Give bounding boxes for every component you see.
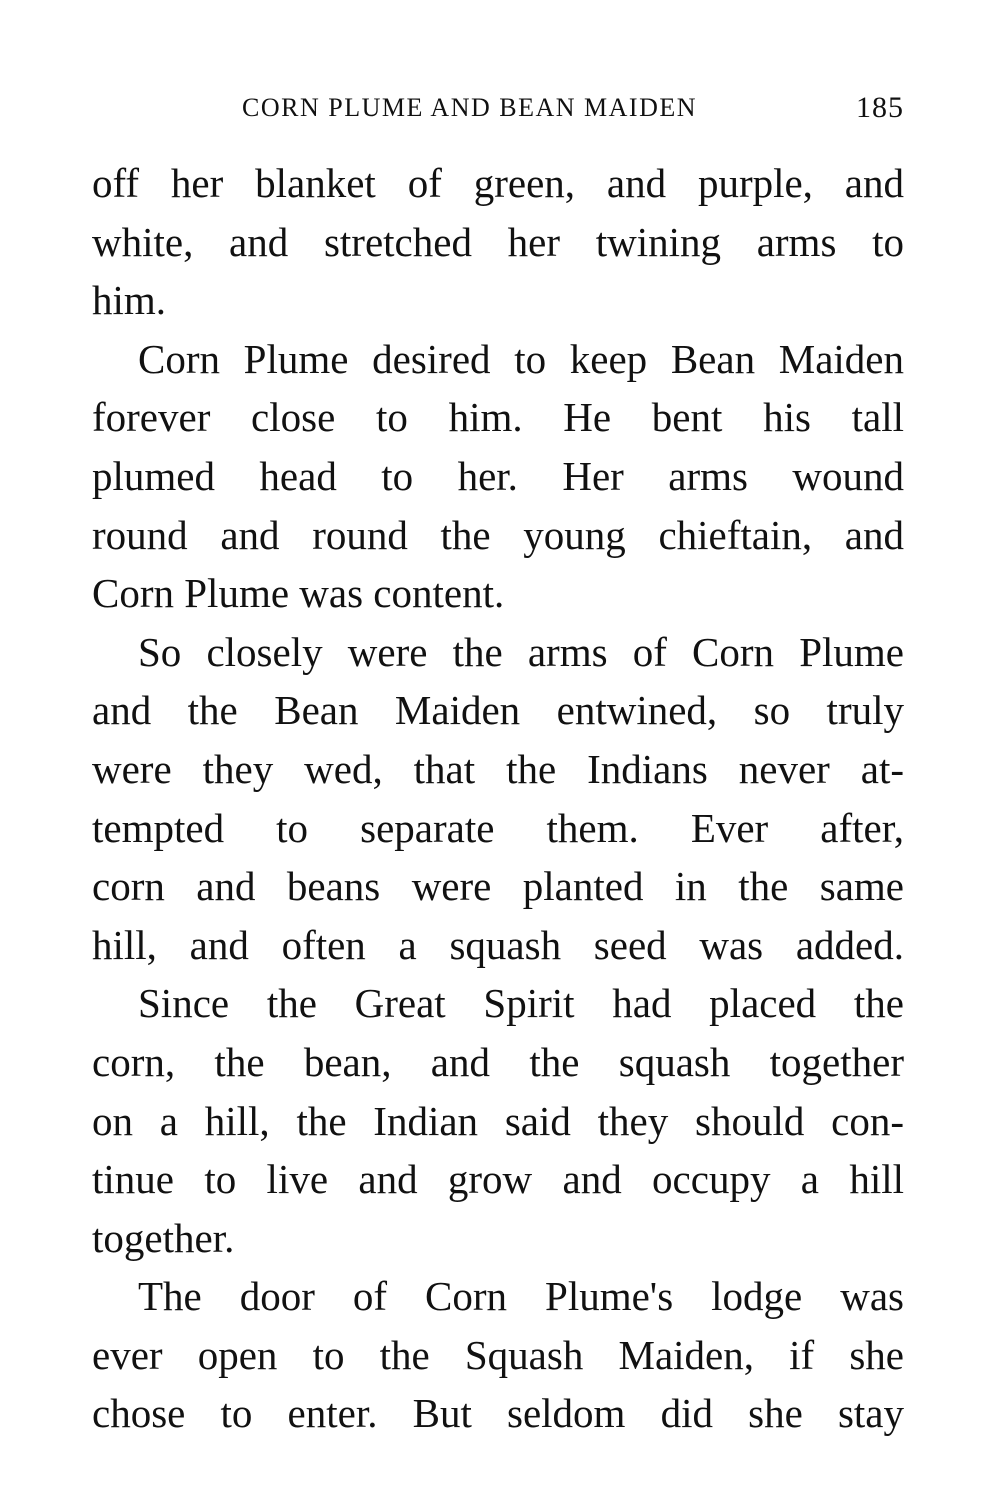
text-line: round and round the young chieftain, and <box>92 511 904 558</box>
text-line: ever open to the Squash Maiden, if she <box>92 1331 904 1378</box>
text-line: forever close to him. He bent his tall <box>92 394 904 441</box>
text-line: chose to enter. But seldom did she stay <box>92 1390 904 1437</box>
text-line: tempted to separate them. Ever after, <box>92 804 904 851</box>
running-title: CORN PLUME AND BEAN MAIDEN <box>242 93 698 122</box>
text-line: together. <box>92 1214 235 1261</box>
text-line: tinue to live and grow and occupy a hill <box>92 1156 904 1203</box>
text-line: white, and stretched her twining arms to <box>92 218 904 265</box>
text-line: hill, and often a squash seed was added. <box>92 921 904 968</box>
text-line: corn, the bean, and the squash together <box>92 1038 904 1085</box>
text-line: plumed head to her. Her arms wound <box>92 452 904 499</box>
text-line: were they wed, that the Indians never at- <box>92 745 904 792</box>
body-text <box>92 154 904 1443</box>
running-header <box>92 88 904 128</box>
text-line: Corn Plume was content. <box>92 570 505 617</box>
text-line: Corn Plume desired to keep Bean Maiden <box>138 335 904 382</box>
page-number: 185 <box>856 91 904 124</box>
text-line: So closely were the arms of Corn Plume <box>138 628 904 675</box>
text-line: him. <box>92 277 167 324</box>
text-line: The door of Corn Plume's lodge was <box>138 1273 904 1320</box>
text-line: Since the Great Spirit had placed the <box>138 980 904 1027</box>
text-line: on a hill, the Indian said they should con- <box>92 1097 904 1144</box>
text-line: off her blanket of green, and purple, and <box>92 160 904 206</box>
text-line: and the Bean Maiden entwined, so truly <box>92 687 904 734</box>
text-line: corn and beans were planted in the same <box>92 863 904 910</box>
